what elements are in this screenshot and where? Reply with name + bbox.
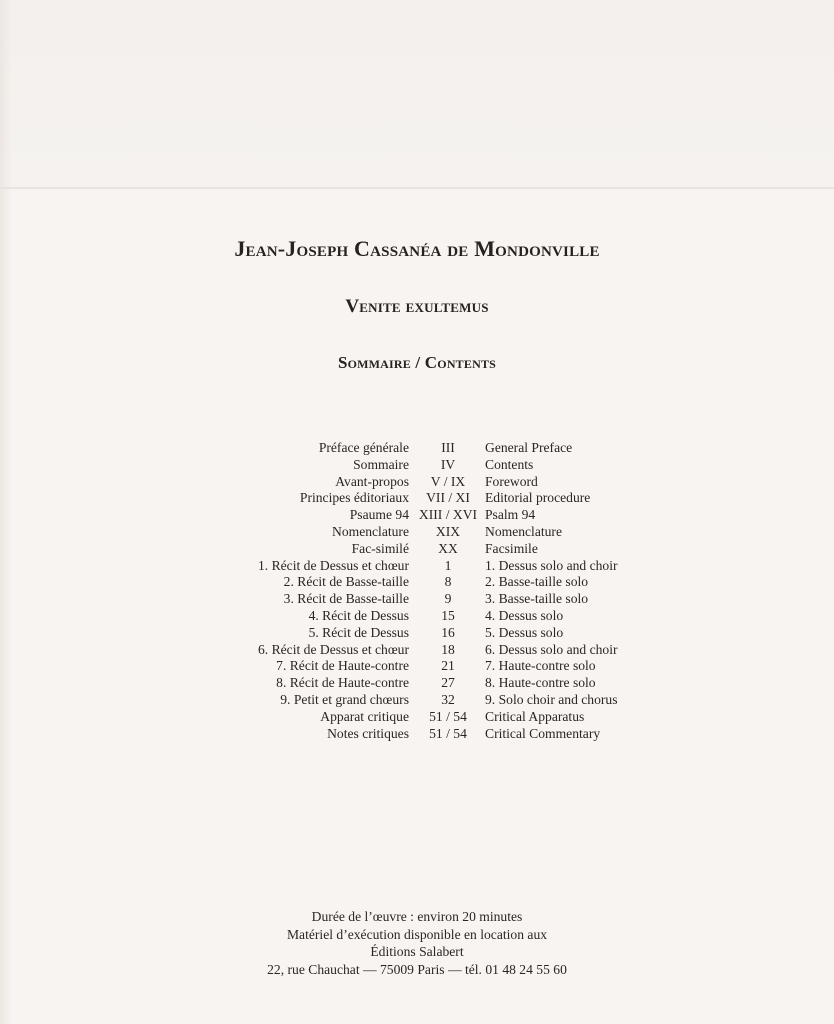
toc-page-number: 21 [441,658,455,674]
toc-french-title: 4. Récit de Dessus [308,607,409,623]
toc-english-title: Facsimile [485,540,538,556]
toc-page-number: 32 [441,691,455,707]
toc-english-title: Critical Apparatus [485,708,585,724]
footer-rental: Matériel d’exécution disponible en location aux [286,926,548,942]
toc-row [0,642,834,659]
toc-page-number: 51 / 54 [429,708,467,724]
toc-row [0,490,834,507]
toc-page-number: 1 [444,557,452,573]
footer-publisher: Éditions Salabert [370,944,464,960]
toc-page-number: 27 [441,675,455,691]
toc-row [0,574,834,591]
toc-row [0,625,834,642]
toc-row [0,524,834,541]
toc-english-title: 2. Basse-taille solo [485,574,589,590]
composer-heading: Jean-Joseph Cassanéa de Mondonville [234,236,600,261]
toc-french-title: 5. Récit de Dessus [308,624,409,640]
toc-row [0,726,834,743]
work-title: Venite exultemus [345,296,489,317]
toc-english-title: General Preface [485,440,573,455]
toc-row [0,709,834,726]
toc-page-number: 51 / 54 [429,725,467,741]
toc-page-number: V / IX [430,473,466,489]
toc-english-title: 8. Haute-contre solo [485,675,596,691]
page-fold-line [0,187,834,189]
toc-english-title: Nomenclature [485,523,562,539]
toc-english-title: 1. Dessus solo and choir [485,557,618,573]
toc-english-title: 5. Dessus solo [485,624,564,640]
toc-french-title: Notes critiques [327,725,409,741]
toc-french-title: 2. Récit de Basse-taille [283,574,409,590]
toc-row [0,608,834,625]
toc-page-number: 16 [441,624,455,640]
toc-row [0,507,834,524]
toc-row [0,692,834,709]
toc-row [0,474,834,491]
toc-row [0,541,834,558]
toc-row [0,658,834,675]
table-of-contents [0,440,834,742]
toc-french-title: Apparat critique [320,708,409,724]
toc-english-title: Foreword [485,473,538,489]
toc-page-number: III [441,440,455,455]
toc-page-number: 8 [444,574,452,590]
toc-english-title: 4. Dessus solo [485,607,564,623]
toc-row [0,675,834,692]
toc-french-title: 8. Récit de Haute-contre [276,675,409,691]
toc-row [0,440,834,457]
toc-french-title: 6. Récit de Dessus et chœur [257,641,409,657]
contents-heading: Sommaire / Contents [337,353,497,372]
toc-french-title: Fac-similé [351,540,409,556]
toc-page-number: 18 [441,641,455,657]
toc-english-title: 9. Solo choir and chorus [485,691,618,707]
toc-english-title: 7. Haute-contre solo [485,658,596,674]
toc-page-number: XX [438,540,458,556]
footer-address: 22, rue Chauchat — 75009 Paris — tél. 01 48 24 55 60 [267,961,567,977]
publisher-footer [0,908,834,978]
toc-french-title: Nomenclature [332,523,409,539]
toc-row [0,457,834,474]
toc-row [0,558,834,575]
toc-english-title: 3. Basse-taille solo [485,591,589,607]
toc-french-title: 1. Récit de Dessus et chœur [257,557,409,573]
toc-french-title: 9. Petit et grand chœurs [280,691,409,707]
footer-duration: Durée de l’œuvre : environ 20 minutes [311,909,523,924]
toc-french-title: Psaume 94 [349,507,409,523]
toc-page-number: 15 [441,607,455,623]
toc-french-title: 3. Récit de Basse-taille [283,591,409,607]
toc-french-title: 7. Récit de Haute-contre [276,658,409,674]
toc-english-title: Contents [485,456,534,472]
toc-french-title: Sommaire [353,456,409,472]
toc-english-title: Critical Commentary [485,725,601,741]
toc-english-title: Editorial procedure [485,490,591,506]
toc-page-number: XIX [435,523,461,539]
toc-french-title: Avant-propos [335,473,409,489]
toc-page-number: 9 [444,591,452,607]
toc-english-title: 6. Dessus solo and choir [485,641,618,657]
toc-french-title: Principes éditoriaux [299,490,409,506]
toc-row [0,591,834,608]
toc-page-number: VII / XI [426,490,470,506]
toc-page-number: IV [440,456,456,472]
toc-page-number: XIII / XVI [418,507,478,523]
toc-french-title: Préface générale [318,440,409,455]
toc-english-title: Psalm 94 [485,507,536,523]
